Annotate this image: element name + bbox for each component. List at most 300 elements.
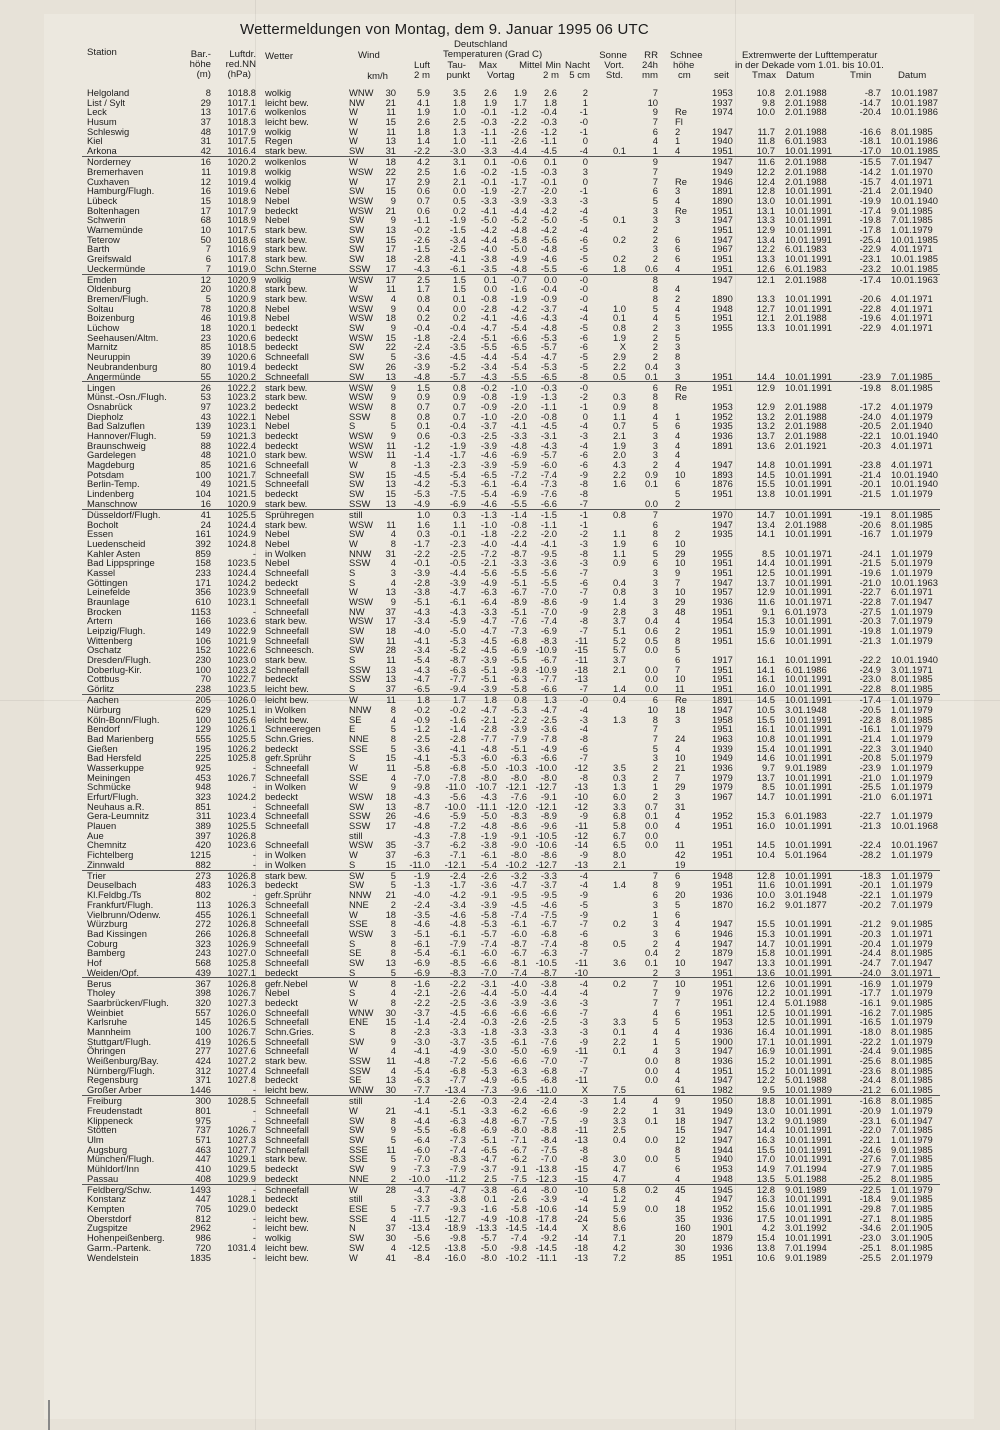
cell-luftdruck: 1029.5 [227, 1164, 256, 1174]
cell-sonne-std: 5.8 [613, 1185, 626, 1195]
cell-mittel-vortag: -2.2 [511, 117, 527, 127]
cell-station: Dresden/Flugh. [87, 655, 151, 665]
cell-min-2m: -4.9 [541, 744, 557, 754]
cell-wetter: wolkig [265, 167, 291, 177]
cell-tmax-datum: 10.01.1991 [785, 988, 832, 998]
cell-max-vortag: -1.0 [481, 520, 497, 530]
cell-luftdruck: 1026.3 [227, 900, 256, 910]
cell-min-2m: -8.0 [541, 773, 557, 783]
cell-taupunkt: -0.1 [450, 529, 466, 539]
cell-barhoehe: 70 [201, 674, 211, 684]
cell-taupunkt: 0.2 [453, 313, 466, 323]
cell-schneehoehe: 7 [675, 578, 680, 588]
cell-tmax: 12.2 [757, 244, 775, 254]
cell-rr-mm: 0.1 [645, 372, 658, 382]
cell-min-2m: -6.3 [541, 948, 557, 958]
cell-nacht-5cm: -13 [574, 1253, 588, 1263]
cell-sonne-std: 5.2 [613, 636, 626, 646]
cell-mittel-vortag: -1.5 [511, 167, 527, 177]
cell-seit: 1876 [712, 479, 733, 489]
cell-taupunkt: -2.5 [450, 244, 466, 254]
cell-wind-richtung: W [349, 587, 358, 597]
cell-wetter: Schneefall [265, 1066, 309, 1076]
cell-tmin-datum: 10.01.1940 [891, 655, 938, 665]
cell-max-vortag: -3.3 [481, 607, 497, 617]
cell-tmin-datum: 10.01.1940 [891, 479, 938, 489]
cell-tmin-datum: 10.01.1985 [891, 264, 938, 274]
cell-tmin: -17.4 [860, 206, 881, 216]
cell-wind-richtung: WSW [349, 792, 373, 802]
cell-wetter: leicht bew. [265, 1085, 309, 1095]
cell-seit: 1951 [712, 724, 733, 734]
cell-min-2m: -7.4 [541, 616, 557, 626]
cell-wind-kmh: 13 [386, 674, 396, 684]
cell-min-2m: -7.6 [541, 489, 557, 499]
cell-taupunkt: -2.6 [450, 988, 466, 998]
cell-luft-2m: -6.0 [414, 1145, 430, 1155]
cell-rr-mm: 5 [653, 549, 658, 559]
cell-tmin-datum: 5.01.1979 [891, 558, 933, 568]
cell-wind-richtung: S [349, 968, 355, 978]
cell-tmin: -22.9 [860, 323, 881, 333]
cell-min-2m: -7.0 [541, 1154, 557, 1164]
cell-min-2m: -1.1 [541, 402, 557, 412]
cell-wind-kmh: 17 [386, 616, 396, 626]
cell-luft-2m: -0.9 [414, 715, 430, 725]
cell-luft-2m: 0.7 [417, 402, 430, 412]
cell-tmin: -22.3 [860, 744, 881, 754]
cell-wind-kmh: 5 [391, 744, 396, 754]
cell-station: München/Flugh. [87, 1154, 154, 1164]
cell-barhoehe: 238 [195, 684, 211, 694]
cell-wetter: Schneefall [265, 773, 309, 783]
cell-schneehoehe: Re [675, 206, 687, 216]
cell-mittel-vortag: -0.7 [511, 275, 527, 285]
cell-tmin-datum: 7.01.1985 [891, 1164, 933, 1174]
cell-schneehoehe: 8 [675, 1056, 680, 1066]
cell-max-vortag: 0.1 [484, 1194, 497, 1204]
cell-tmin-datum: 1.01.1971 [891, 929, 933, 939]
cell-nacht-5cm: -11 [575, 1125, 588, 1135]
cell-nacht-5cm: -12 [574, 802, 588, 812]
cell-wind-kmh: 8 [391, 1027, 396, 1037]
cell-min-2m: -7.4 [541, 470, 557, 480]
cell-min-2m: -3.1 [541, 431, 557, 441]
cell-tmax-datum: 10.01.1991 [785, 1017, 832, 1027]
cell-wind-richtung: SW [349, 1243, 364, 1253]
cell-station: Trier [87, 871, 106, 881]
cell-taupunkt: -7.2 [450, 821, 466, 831]
cell-rr-mm: 1 [653, 146, 658, 156]
cell-tmin-datum: 7.01.1985 [891, 215, 933, 225]
cell-luftdruck: 1025.8 [227, 958, 256, 968]
cell-tmin-datum: 8.01.1985 [891, 715, 933, 725]
cell-seit: 1951 [712, 1253, 733, 1263]
cell-min-2m: -0.3 [541, 117, 557, 127]
header-5cm: 5 cm [569, 71, 590, 81]
header-luftdruck-2: red.NN [226, 60, 256, 70]
cell-nacht-5cm: -4 [580, 705, 588, 715]
cell-wind-kmh: 8 [391, 402, 396, 412]
cell-seit: 1937 [712, 98, 733, 108]
cell-seit: 1949 [712, 753, 733, 763]
cell-tmax-datum: 5.01.1988 [785, 998, 827, 1008]
cell-tmax: 16.2 [757, 900, 775, 910]
cell-schneehoehe: 10 [675, 979, 685, 989]
cell-wetter: bedeckt [265, 1174, 298, 1184]
cell-station: Bremerhaven [87, 167, 143, 177]
cell-tmin: -22.8 [860, 684, 881, 694]
cell-wind-kmh: 9 [391, 323, 396, 333]
cell-wetter: stark bew. [265, 254, 307, 264]
cell-tmax: 10.5 [757, 705, 775, 715]
cell-station: Brocken [87, 607, 121, 617]
cell-station: Berlin-Temp. [87, 479, 140, 489]
cell-tmin: -22.4 [860, 840, 881, 850]
cell-tmax-datum: 2.01.1988 [785, 127, 827, 137]
cell-tmin: -19.6 [860, 568, 881, 578]
cell-station: Görlitz [87, 684, 114, 694]
cell-wind-richtung: W [349, 1046, 358, 1056]
cell-wind-kmh: 21 [386, 1106, 396, 1116]
cell-station: Leipzig/Flugh. [87, 626, 145, 636]
header-rr: RR [644, 51, 658, 61]
cell-max-vortag: -3.5 [481, 264, 497, 274]
cell-min-2m: 1.8 [544, 98, 557, 108]
cell-tmax-datum: 10.01.1991 [785, 968, 832, 978]
cell-barhoehe: 312 [195, 1066, 211, 1076]
cell-min-2m: -4.1 [541, 539, 557, 549]
cell-tmax-datum: 10.01.1991 [785, 587, 832, 597]
cell-station: Deuselbach [87, 880, 137, 890]
cell-wind-kmh: 18 [386, 792, 396, 802]
header-sonne: Sonne [599, 51, 627, 61]
cell-barhoehe: 272 [195, 919, 211, 929]
cell-station: Bad Lippspringe [87, 558, 155, 568]
cell-seit: 1936 [712, 763, 733, 773]
cell-taupunkt: -6.3 [450, 1116, 466, 1126]
cell-nacht-5cm: -5 [580, 244, 588, 254]
cell-luft-2m: -3.6 [414, 744, 430, 754]
cell-taupunkt: -4.6 [450, 910, 466, 920]
cell-schneehoehe: 45 [675, 1185, 685, 1195]
cell-wind-kmh: 22 [386, 167, 396, 177]
cell-wetter: wolkig [265, 127, 291, 137]
cell-luftdruck: 1026.0 [227, 1008, 256, 1018]
cell-luft-2m: -4.0 [414, 890, 430, 900]
cell-schneehoehe: 6 [675, 1164, 680, 1174]
cell-nacht-5cm: -0 [580, 294, 588, 304]
cell-wetter: bedeckt [265, 362, 298, 372]
cell-luft-2m: 5.9 [417, 88, 430, 98]
cell-tmin: -15.5 [860, 157, 881, 167]
cell-max-vortag: 1.8 [484, 695, 497, 705]
cell-nacht-5cm: -3 [580, 558, 588, 568]
cell-rr-mm: 5 [653, 196, 658, 206]
cell-tmax: 12.5 [757, 1008, 775, 1018]
cell-mittel-vortag: -4.6 [511, 313, 527, 323]
cell-wind-richtung: WSW [349, 520, 373, 530]
cell-luftdruck: - [253, 1223, 256, 1233]
cell-sonne-std: 8.6 [613, 1223, 626, 1233]
cell-sonne-std: 4.3 [613, 460, 626, 470]
cell-schneehoehe: 42 [675, 850, 685, 860]
cell-wind-richtung: WSW [349, 294, 373, 304]
cell-luft-2m: -4.1 [414, 1106, 430, 1116]
cell-min-2m: -7.5 [541, 1145, 557, 1155]
cell-max-vortag: -4.5 [481, 645, 497, 655]
cell-barhoehe: 100 [195, 665, 211, 675]
header-punkt: punkt [447, 71, 470, 81]
cell-nacht-5cm: -18 [574, 1243, 588, 1253]
cell-max-vortag: -1.8 [481, 529, 497, 539]
cell-nacht-5cm: -15 [574, 1174, 588, 1184]
cell-taupunkt: 1.3 [453, 127, 466, 137]
cell-nacht-5cm: X [582, 1223, 588, 1233]
cell-taupunkt: -5.2 [450, 645, 466, 655]
cell-rr-mm: 2 [653, 323, 658, 333]
cell-max-vortag: -6.4 [481, 597, 497, 607]
cell-mittel-vortag: -4.4 [511, 539, 527, 549]
cell-tmax: 15.4 [757, 1233, 775, 1243]
cell-nacht-5cm: -3 [580, 1096, 588, 1106]
cell-tmin: -25.6 [860, 1056, 881, 1066]
cell-luftdruck: 1018.9 [227, 215, 256, 225]
cell-nacht-5cm: -6 [580, 264, 588, 274]
header-kmh: km/h [367, 72, 388, 82]
cell-wetter: Schneeregen [265, 724, 321, 734]
cell-tmax-datum: 10.01.1991 [785, 695, 832, 705]
cell-taupunkt: -4.8 [450, 919, 466, 929]
cell-rr-mm: 2 [653, 225, 658, 235]
cell-luft-2m: -4.6 [414, 919, 430, 929]
cell-tmax: 16.4 [757, 1027, 775, 1037]
cell-nacht-5cm: -0 [580, 284, 588, 294]
cell-min-2m: -10.6 [536, 840, 557, 850]
cell-nacht-5cm: 3 [583, 167, 588, 177]
cell-rr-mm: 3 [653, 215, 658, 225]
cell-max-vortag: -5.1 [481, 674, 497, 684]
cell-tmax-datum: 2.01.1921 [785, 441, 827, 451]
cell-barhoehe: 447 [195, 1154, 211, 1164]
cell-barhoehe: 356 [195, 587, 211, 597]
cell-nacht-5cm: -7 [580, 919, 588, 929]
cell-wind-kmh: 11 [386, 441, 396, 451]
cell-taupunkt: 1.0 [453, 107, 466, 117]
cell-station: Lingen [87, 383, 115, 393]
cell-wind-richtung: WSW [349, 167, 373, 177]
cell-tmax-datum: 10.01.1991 [785, 460, 832, 470]
cell-nacht-5cm: -5 [580, 215, 588, 225]
cell-taupunkt: -0.4 [450, 421, 466, 431]
cell-tmax: 12.9 [757, 383, 775, 393]
cell-tmax-datum: 10.01.1991 [785, 215, 832, 225]
cell-max-vortag: -1.9 [481, 831, 497, 841]
cell-tmin-datum: 10.01.1963 [891, 275, 938, 285]
cell-mittel-vortag: -6.2 [511, 1154, 527, 1164]
cell-barhoehe: 420 [195, 840, 211, 850]
cell-seit: 1940 [712, 136, 733, 146]
cell-luft-2m: 1.6 [417, 520, 430, 530]
cell-wind-kmh: 37 [386, 684, 396, 694]
cell-station: Bremen/Flugh. [87, 294, 149, 304]
cell-wetter: bedeckt [265, 880, 298, 890]
cell-tmax: 14.6 [757, 753, 775, 763]
cell-min-2m: -3.7 [541, 880, 557, 890]
cell-tmin-datum: 10.01.1987 [891, 98, 938, 108]
cell-max-vortag: -3.6 [481, 998, 497, 1008]
cell-wind-kmh: 30 [386, 1085, 396, 1095]
cell-mittel-vortag: -6.9 [511, 489, 527, 499]
cell-sonne-std: 0.3 [613, 392, 626, 402]
cell-tmax: 15.6 [757, 1204, 775, 1214]
cell-tmin-datum: 8.01.1985 [891, 674, 933, 684]
cell-max-vortag: -4.3 [481, 792, 497, 802]
cell-taupunkt: 2.1 [453, 177, 466, 187]
cell-barhoehe: 53 [201, 392, 211, 402]
cell-wetter: Schneefall [265, 479, 309, 489]
cell-min-2m: -4.2 [541, 206, 557, 216]
cell-station: Hof [87, 958, 102, 968]
cell-wetter: Schn.Gries. [265, 734, 314, 744]
cell-station: Karlsruhe [87, 1017, 127, 1027]
cell-tmin: -20.6 [860, 294, 881, 304]
cell-taupunkt: -8.3 [450, 968, 466, 978]
cell-rr-mm: 7 [653, 998, 658, 1008]
cell-barhoehe: 925 [195, 763, 211, 773]
cell-wind-richtung: WSW [349, 392, 373, 402]
cell-nacht-5cm: -7 [580, 626, 588, 636]
cell-taupunkt: -0.5 [450, 558, 466, 568]
cell-wind-richtung: SW [349, 215, 364, 225]
cell-barhoehe: 882 [195, 860, 211, 870]
cell-station: Freudenstadt [87, 1106, 142, 1116]
header-luft: Luft [414, 61, 430, 71]
cell-nacht-5cm: -8 [580, 489, 588, 499]
cell-wind-richtung: WSW [349, 431, 373, 441]
cell-barhoehe: 41 [201, 510, 211, 520]
cell-rr-mm: 0.4 [645, 948, 658, 958]
cell-seit: 1947 [712, 705, 733, 715]
cell-wind-kmh: 8 [391, 460, 396, 470]
cell-tmin: -18.4 [860, 1194, 881, 1204]
cell-luft-2m: -1.4 [414, 1096, 430, 1106]
cell-rr-mm: 4 [653, 412, 658, 422]
cell-tmax: 10.6 [757, 1253, 775, 1263]
cell-sonne-std: 4.7 [613, 1164, 626, 1174]
cell-barhoehe: 408 [195, 1174, 211, 1184]
cell-min-2m: -4.4 [541, 988, 557, 998]
cell-wind-richtung: NNE [349, 1174, 369, 1184]
cell-nacht-5cm: 2 [583, 88, 588, 98]
cell-mittel-vortag: -2.4 [511, 1096, 527, 1106]
cell-barhoehe: 139 [195, 421, 211, 431]
cell-min-2m: -14.4 [536, 1223, 557, 1233]
cell-wind-kmh: 18 [386, 313, 396, 323]
cell-tmin-datum: 1.01.1979 [891, 705, 933, 715]
cell-nacht-5cm: -9 [580, 850, 588, 860]
cell-tmax: 13.8 [757, 489, 775, 499]
cell-luftdruck: 1026.8 [227, 831, 256, 841]
cell-station: Emden [87, 275, 117, 285]
cell-max-vortag: -4.7 [481, 323, 497, 333]
cell-tmax: 16.3 [757, 1194, 775, 1204]
cell-wind-richtung: still [349, 1096, 363, 1106]
cell-max-vortag: -1.6 [481, 1204, 497, 1214]
cell-taupunkt: -3.5 [450, 342, 466, 352]
cell-wind-richtung: still [349, 1194, 363, 1204]
cell-tmax: 16.9 [757, 1046, 775, 1056]
cell-taupunkt: -6.2 [450, 840, 466, 850]
cell-nacht-5cm: -8 [580, 549, 588, 559]
cell-seit: 1947 [712, 1125, 733, 1135]
cell-nacht-5cm: -10 [574, 968, 588, 978]
cell-tmin: -22.8 [860, 597, 881, 607]
cell-tmin: -20.1 [860, 479, 881, 489]
cell-barhoehe: 195 [195, 744, 211, 754]
cell-tmin: -19.6 [860, 313, 881, 323]
cell-nacht-5cm: -4 [580, 988, 588, 998]
cell-max-vortag: -3.7 [481, 1164, 497, 1174]
cell-nacht-5cm: -9 [580, 910, 588, 920]
cell-max-vortag: -8.0 [481, 773, 497, 783]
cell-nacht-5cm: -2 [580, 392, 588, 402]
cell-luftdruck: - [253, 607, 256, 617]
cell-mittel-vortag: -1.6 [511, 284, 527, 294]
cell-sonne-std: 3.3 [613, 1017, 626, 1027]
cell-tmax-datum: 10.01.1991 [785, 186, 832, 196]
cell-wind-kmh: 11 [386, 1056, 396, 1066]
cell-wetter: in Wolken [265, 705, 306, 715]
cell-schneehoehe: 6 [675, 910, 680, 920]
cell-tmax: 11.6 [757, 157, 775, 167]
cell-tmin: -20.4 [860, 107, 881, 117]
cell-nacht-5cm: -1 [580, 107, 588, 117]
cell-taupunkt: -6.1 [450, 597, 466, 607]
cell-tmax: 17.0 [757, 1154, 775, 1164]
cell-schneehoehe: 5 [675, 900, 680, 910]
cell-mittel-vortag: 1.9 [514, 88, 527, 98]
cell-wetter: bedeckt [265, 744, 298, 754]
header-vortag: Vortag [487, 71, 515, 81]
cell-tmin-datum: 6.01.1947 [891, 1116, 933, 1126]
cell-luft-2m: -1.6 [414, 979, 430, 989]
cell-tmax: 12.2 [757, 167, 775, 177]
cell-tmax: 14.5 [757, 470, 775, 480]
cell-tmin: -21.2 [860, 1085, 881, 1095]
cell-taupunkt: -4.5 [450, 352, 466, 362]
cell-tmin: -19.8 [860, 626, 881, 636]
cell-luft-2m: -4.7 [414, 1185, 430, 1195]
cell-schneehoehe: 4 [675, 146, 680, 156]
cell-luft-2m: -2.2 [414, 549, 430, 559]
cell-tmax-datum: 6.01.1986 [785, 665, 827, 675]
cell-tmin-datum: 4.01.1971 [891, 460, 933, 470]
cell-seit: 1947 [712, 1046, 733, 1056]
cell-station: Nürnberg/Flugh. [87, 1066, 155, 1076]
cell-max-vortag: -3.9 [481, 684, 497, 694]
cell-wind-richtung: S [349, 860, 355, 870]
cell-min-2m: -7.8 [541, 734, 557, 744]
cell-tmin-datum: 7.01.1947 [891, 958, 933, 968]
cell-taupunkt: -7.7 [450, 1075, 466, 1085]
cell-station: Greifswald [87, 254, 131, 264]
cell-seit: 1951 [712, 880, 733, 890]
cell-nacht-5cm: -5 [580, 254, 588, 264]
cell-nacht-5cm: -8 [580, 939, 588, 949]
cell-tmin-datum: 1.01.1979 [891, 568, 933, 578]
cell-tmax-datum: 9.01.1989 [785, 1116, 827, 1126]
